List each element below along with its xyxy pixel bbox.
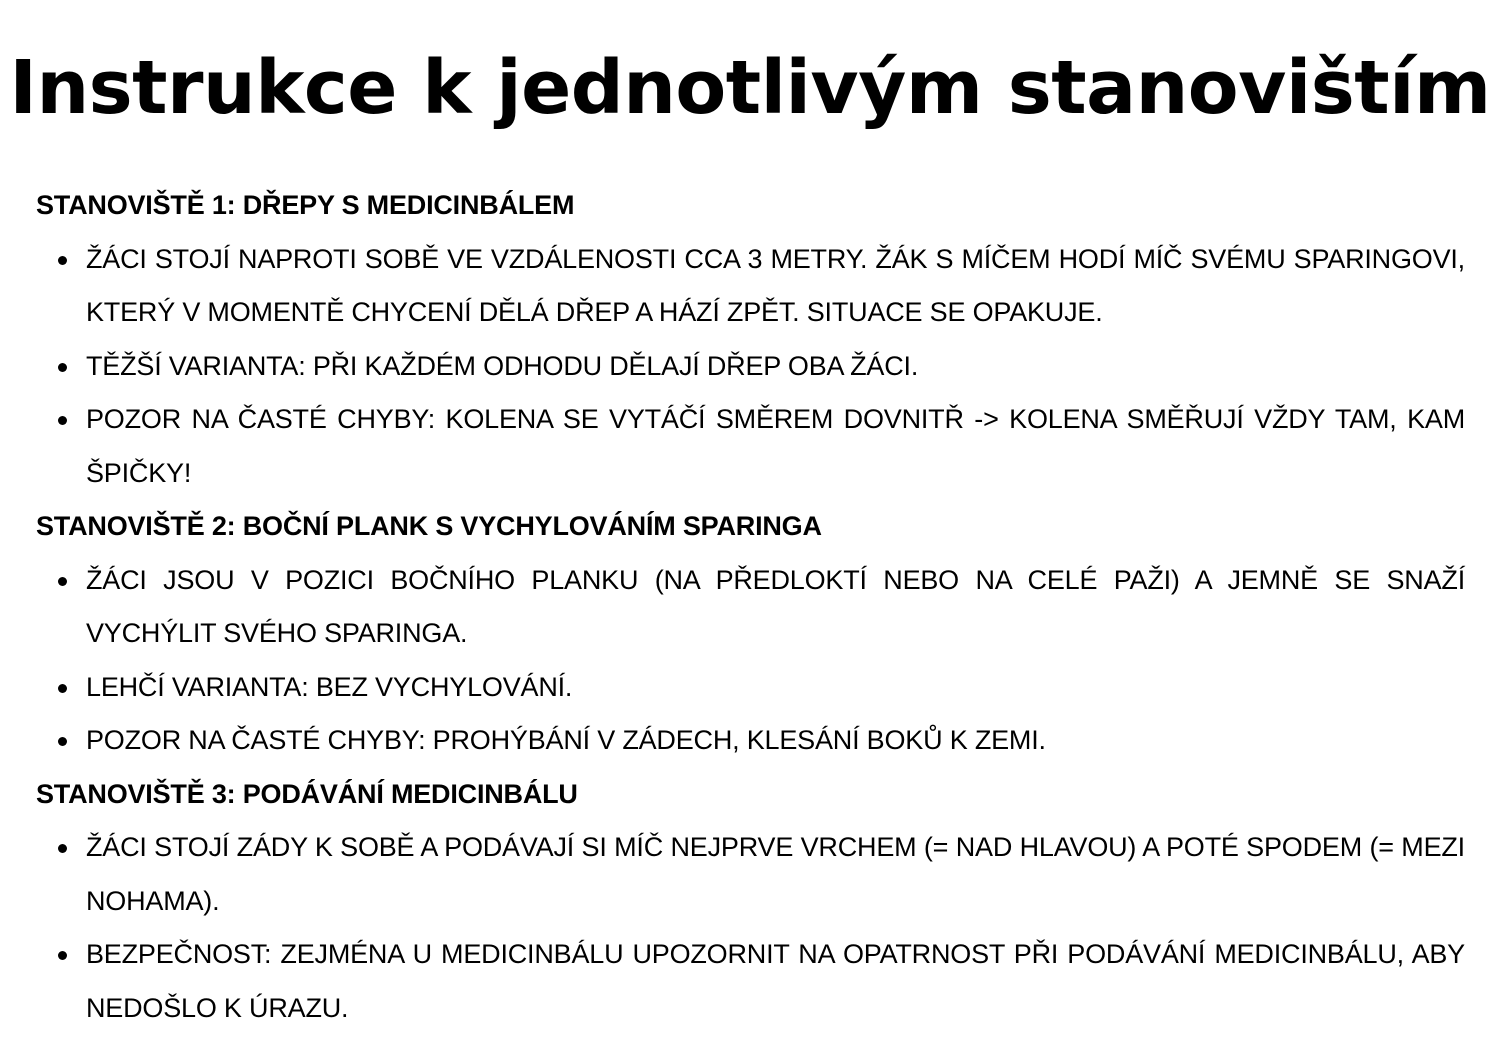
station-3-heading: STANOVIŠTĚ 3: PODÁVÁNÍ MEDICINBÁLU [36,778,578,809]
list-item-text: POZOR NA ČASTÉ CHYBY: KOLENA SE VYTÁČÍ SMĚREM DOVNITŘ -> KOLENA SMĚŘUJÍ VŽDY TAM, KAM ŠPIČKY! [86,404,1465,488]
station-1-list [36,233,1465,501]
bullet-icon [58,577,67,586]
list-item [36,714,1465,768]
list-item [36,340,1465,394]
list-item-text: LEHČÍ VARIANTA: BEZ VYCHYLOVÁNÍ. [86,671,573,702]
list-item-text: TĚŽŠÍ VARIANTA: PŘI KAŽDÉM ODHODU DĚLAJÍ DŘEP OBA ŽÁCI. [86,350,919,381]
station-1-section [36,179,1465,500]
list-item [36,554,1465,661]
list-item-text: ŽÁCI STOJÍ ZÁDY K SOBĚ A PODÁVAJÍ SI MÍČ NEJPRVE VRCHEM (= NAD HLAVOU) A POTÉ SPODEM (= MEZI NOHAMA). [86,832,1465,916]
list-item-text: BEZPEČNOST: ZEJMÉNA U MEDICINBÁLU UPOZORNIT NA OPATRNOST PŘI PODÁVÁNÍ MEDICINBÁLU, ABY NEDOŠLO K ÚRAZU. [86,939,1465,1023]
bullet-icon [58,256,67,265]
list-item [36,233,1465,340]
list-item-text: ŽÁCI STOJÍ NAPROTI SOBĚ VE VZDÁLENOSTI CCA 3 METRY. ŽÁK S MÍČEM HODÍ MÍČ SVÉMU SPARINGOVI, KTERÝ V MOMENTĚ CHYCENÍ DĚLÁ DŘEP A HÁZÍ ZPĚT. SITUACE SE OPAKUJE. [86,243,1465,327]
station-1-heading: STANOVIŠTĚ 1: DŘEPY S MEDICINBÁLEM [36,190,575,220]
list-item [36,821,1465,928]
list-item [36,928,1465,1035]
bullet-icon [58,951,67,960]
station-2-heading: STANOVIŠTĚ 2: BOČNÍ PLANK S VYCHYLOVÁNÍM SPARINGA [36,511,822,541]
station-2-list [36,554,1465,768]
bullet-icon [58,844,67,853]
bullet-icon [58,737,67,746]
bullet-icon [58,363,67,372]
bullet-icon [58,416,67,425]
list-item-text: POZOR NA ČASTÉ CHYBY: PROHÝBÁNÍ V ZÁDECH, KLESÁNÍ BOKŮ K ZEMI. [86,725,1046,755]
list-item [36,661,1465,715]
list-item-text: ŽÁCI JSOU V POZICI BOČNÍHO PLANKU (NA PŘEDLOKTÍ NEBO NA CELÉ PAŽI) A JEMNĚ SE SNAŽÍ VYCHÝLIT SVÉHO SPARINGA. [86,564,1465,648]
bullet-icon [58,684,67,693]
list-item [36,393,1465,500]
page-title: Instrukce k jednotlivým stanovištím [9,45,1491,131]
station-2-section [36,500,1465,768]
station-3-list [36,821,1465,1035]
station-instructions [36,179,1465,1035]
station-3-section [36,768,1465,1036]
